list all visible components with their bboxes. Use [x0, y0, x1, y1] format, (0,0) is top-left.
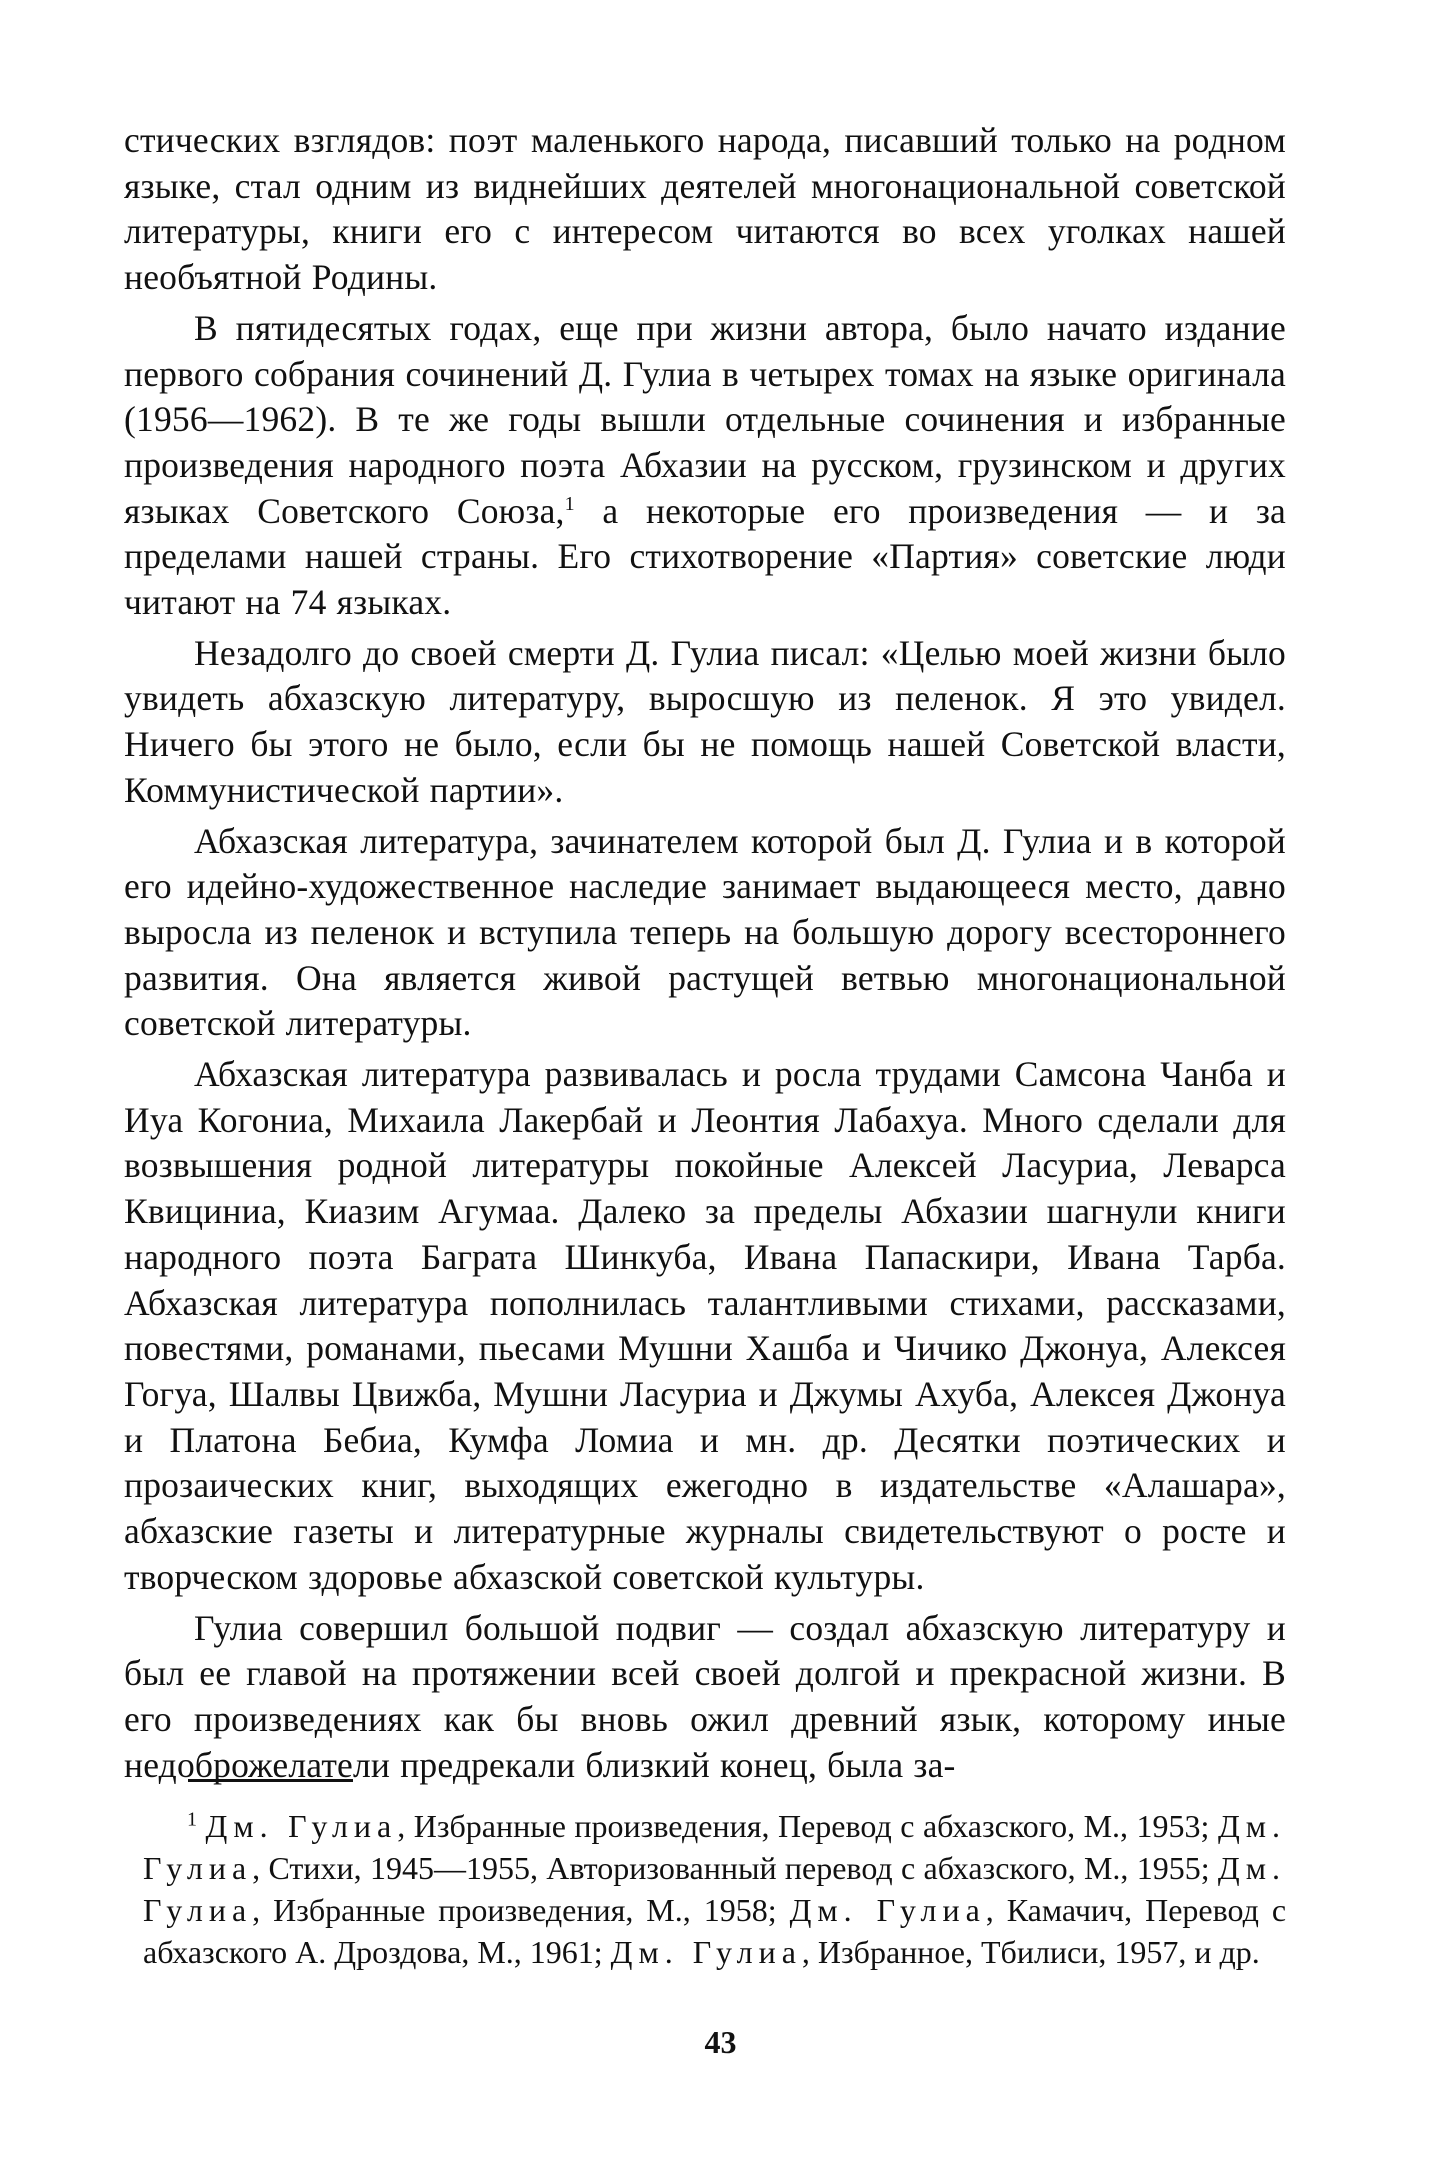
footnote-author: Дм. Гулиа [610, 1934, 802, 1970]
paragraph-2 [124, 306, 1286, 626]
footnote-divider [188, 1779, 353, 1782]
paragraph-2-tail: а некоторые его произведения — и за пределами нашей страны. Его стихотворение «Партия» советские люди читают на 74 языках. [124, 490, 1287, 623]
footnote-author: Дм. Гулиа [789, 1892, 986, 1928]
footnote-work: , Стихи, 1945—1955, Авторизованный перевод с абхазского, М., 1955; [252, 1850, 1218, 1886]
footnote-1 [143, 1805, 1286, 1973]
footnote-author: Дм. Гулиа [205, 1808, 398, 1844]
footnote-work: , Камачич, Перевод с абхазского А. Дроздова, М., 1961; [143, 1892, 1287, 1970]
footnote-marker: 1 [187, 1808, 197, 1831]
footnote-work: , Избранные произведения, Перевод с абхазского, М., 1953; [397, 1808, 1218, 1844]
paragraph-2-text: В пятидесятых годах, еще при жизни автора, было начато издание первого собрания сочинений Д. Гулиа в четырех томах на языке оригинала (1956—1962). В те же годы вышли отдельные сочинения и избранные произведения народного поэта Абхазии на русском, грузинском и других языках Советского Союза, [124, 307, 1286, 531]
paragraph-4: Абхазская литература, зачинателем которой был Д. Гулиа и в которой его идейно-художественное наследие занимает выдающееся место, давно выросла из пеленок и вступила теперь на большую дорогу всестороннего развития. Она является живой растущей ветвью многонациональной советской литературы. [124, 820, 1286, 1044]
footnotes [143, 1805, 1286, 1973]
footnote-reference: 1 [564, 492, 575, 515]
paragraph-5: Абхазская литература развивалась и росла трудами Самсона Чанба и Иуа Когониа, Михаила Лакербай и Леонтия Лабахуа. Много сделали для возвышения родной литературы покойные Алексей Ласуриа, Леварса Квициниа, Киазим Агумаа. Далеко за пределы Абхазии шагнули книги народного поэта Баграта Шинкуба, Ивана Папаскири, Ивана Тарба. Абхазская литература пополнилась талантливыми стихами, рассказами, повестями, романами, пьесами Мушни Хашба и Чичико Джонуа, Алексея Гогуа, Шалвы Цвижба, Мушни Ласуриа и Джумы Ахуба, Алексея Джонуа и Платона Бебиа, Кумфа Ломиа и мн. др. Десятки поэтических и прозаических книг, выходящих ежегодно в издательстве «Алашара», абхазские газеты и литературные журналы свидетельствуют о росте и творческом здоровье абхазской советской культуры. [124, 1054, 1286, 1597]
page-number: 43 [704, 2024, 737, 2060]
paragraph-1: стических взглядов: поэт маленького народа, писавший только на родном языке, стал одним из виднейших деятелей многонациональной советской литературы, книги его с интересом читаются во всех уголках нашей необъятной Родины. [124, 120, 1286, 298]
paragraph-3: Незадолго до своей смерти Д. Гулиа писал: «Целью моей жизни было увидеть абхазскую литературу, выросшую из пеленок. Я это увидел. Ничего бы этого не было, если бы не помощь нашей Советской власти, Коммунистической партии». [124, 632, 1286, 810]
body-text [124, 118, 1286, 1788]
footnote-author: Дм. Гулиа [143, 1808, 1287, 1886]
footnote-work: , Избранное, Тбилиси, 1957, и др. [801, 1934, 1260, 1970]
footnote-work: , Избранные произведения, М., 1958; [252, 1892, 790, 1928]
paragraph-6: Гулиа совершил большой подвиг — создал абхазскую литературу и был ее главой на протяжении всей своей долгой и прекрасной жизни. В его произведениях как бы вновь ожил древний язык, которому иные недоброжелатели предрекали близкий конец, была за- [124, 1607, 1286, 1785]
footnote-author: Дм. Гулиа [143, 1850, 1286, 1928]
